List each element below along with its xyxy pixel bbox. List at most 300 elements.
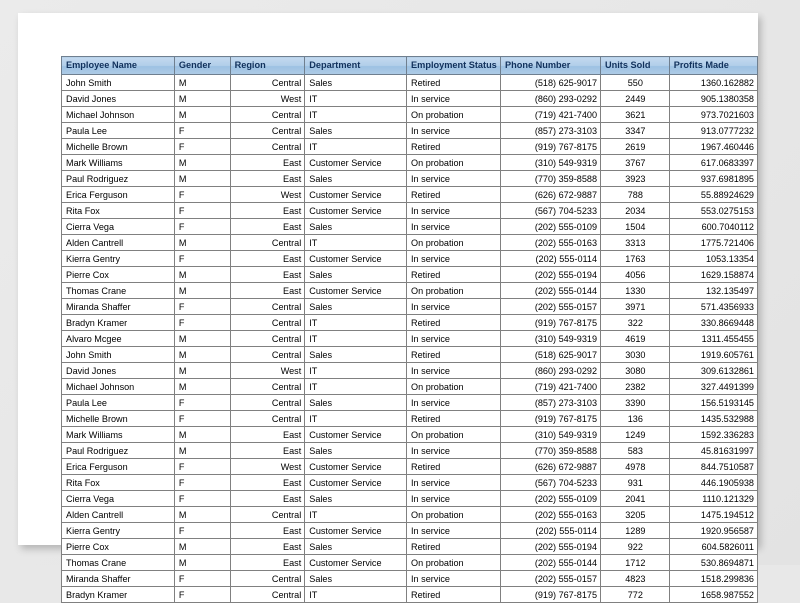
cell-gender[interactable]: M bbox=[174, 539, 230, 555]
cell-profits_made[interactable]: 913.0777232 bbox=[669, 123, 757, 139]
table-row[interactable] bbox=[62, 315, 758, 331]
cell-employment_status[interactable]: On probation bbox=[407, 107, 501, 123]
cell-gender[interactable]: M bbox=[174, 75, 230, 91]
cell-region[interactable]: East bbox=[230, 443, 305, 459]
cell-profits_made[interactable]: 973.7021603 bbox=[669, 107, 757, 123]
cell-gender[interactable]: F bbox=[174, 315, 230, 331]
cell-department[interactable]: Sales bbox=[305, 123, 407, 139]
cell-region[interactable]: Central bbox=[230, 379, 305, 395]
cell-employee_name[interactable]: Rita Fox bbox=[62, 475, 175, 491]
cell-employment_status[interactable]: On probation bbox=[407, 427, 501, 443]
cell-employment_status[interactable]: In service bbox=[407, 91, 501, 107]
cell-gender[interactable]: M bbox=[174, 379, 230, 395]
cell-gender[interactable]: M bbox=[174, 267, 230, 283]
cell-employment_status[interactable]: In service bbox=[407, 219, 501, 235]
cell-employee_name[interactable]: Paul Rodriguez bbox=[62, 443, 175, 459]
cell-department[interactable]: IT bbox=[305, 507, 407, 523]
table-row[interactable] bbox=[62, 491, 758, 507]
cell-profits_made[interactable]: 1920.956587 bbox=[669, 523, 757, 539]
cell-phone_number[interactable]: (202) 555-0114 bbox=[501, 523, 601, 539]
column-header-units_sold[interactable]: Units Sold bbox=[601, 57, 670, 75]
cell-region[interactable]: East bbox=[230, 155, 305, 171]
cell-gender[interactable]: F bbox=[174, 251, 230, 267]
cell-region[interactable]: West bbox=[230, 91, 305, 107]
cell-region[interactable]: Central bbox=[230, 107, 305, 123]
cell-employment_status[interactable]: On probation bbox=[407, 507, 501, 523]
cell-employment_status[interactable]: In service bbox=[407, 523, 501, 539]
cell-profits_made[interactable]: 1775.721406 bbox=[669, 235, 757, 251]
cell-phone_number[interactable]: (770) 359-8588 bbox=[501, 171, 601, 187]
table-row[interactable] bbox=[62, 475, 758, 491]
cell-department[interactable]: IT bbox=[305, 587, 407, 603]
cell-employee_name[interactable]: Thomas Crane bbox=[62, 283, 175, 299]
cell-units_sold[interactable]: 3205 bbox=[601, 507, 670, 523]
cell-gender[interactable]: M bbox=[174, 283, 230, 299]
cell-units_sold[interactable]: 583 bbox=[601, 443, 670, 459]
cell-department[interactable]: Customer Service bbox=[305, 475, 407, 491]
cell-employment_status[interactable]: In service bbox=[407, 475, 501, 491]
cell-phone_number[interactable]: (719) 421-7400 bbox=[501, 107, 601, 123]
cell-gender[interactable]: M bbox=[174, 443, 230, 459]
cell-employee_name[interactable]: Erica Ferguson bbox=[62, 459, 175, 475]
cell-phone_number[interactable]: (202) 555-0144 bbox=[501, 555, 601, 571]
cell-region[interactable]: Central bbox=[230, 139, 305, 155]
column-header-gender[interactable]: Gender bbox=[174, 57, 230, 75]
cell-profits_made[interactable]: 604.5826011 bbox=[669, 539, 757, 555]
cell-department[interactable]: IT bbox=[305, 107, 407, 123]
cell-profits_made[interactable]: 45.81631997 bbox=[669, 443, 757, 459]
cell-department[interactable]: Sales bbox=[305, 443, 407, 459]
cell-region[interactable]: East bbox=[230, 251, 305, 267]
table-row[interactable] bbox=[62, 395, 758, 411]
cell-region[interactable]: East bbox=[230, 219, 305, 235]
cell-gender[interactable]: M bbox=[174, 507, 230, 523]
cell-department[interactable]: Customer Service bbox=[305, 283, 407, 299]
table-row[interactable] bbox=[62, 107, 758, 123]
cell-region[interactable]: East bbox=[230, 491, 305, 507]
cell-department[interactable]: IT bbox=[305, 91, 407, 107]
cell-units_sold[interactable]: 136 bbox=[601, 411, 670, 427]
cell-department[interactable]: IT bbox=[305, 331, 407, 347]
cell-department[interactable]: Sales bbox=[305, 491, 407, 507]
cell-region[interactable]: East bbox=[230, 475, 305, 491]
cell-gender[interactable]: F bbox=[174, 219, 230, 235]
cell-gender[interactable]: F bbox=[174, 299, 230, 315]
table-row[interactable] bbox=[62, 331, 758, 347]
cell-phone_number[interactable]: (919) 767-8175 bbox=[501, 315, 601, 331]
cell-employee_name[interactable]: Thomas Crane bbox=[62, 555, 175, 571]
cell-profits_made[interactable]: 844.7510587 bbox=[669, 459, 757, 475]
cell-phone_number[interactable]: (719) 421-7400 bbox=[501, 379, 601, 395]
cell-employment_status[interactable]: On probation bbox=[407, 155, 501, 171]
cell-region[interactable]: East bbox=[230, 427, 305, 443]
cell-employment_status[interactable]: On probation bbox=[407, 555, 501, 571]
cell-gender[interactable]: M bbox=[174, 235, 230, 251]
column-header-employee_name[interactable]: Employee Name bbox=[62, 57, 175, 75]
cell-employment_status[interactable]: Retired bbox=[407, 75, 501, 91]
table-row[interactable] bbox=[62, 427, 758, 443]
table-row[interactable] bbox=[62, 187, 758, 203]
cell-employment_status[interactable]: Retired bbox=[407, 587, 501, 603]
cell-units_sold[interactable]: 3390 bbox=[601, 395, 670, 411]
cell-phone_number[interactable]: (202) 555-0163 bbox=[501, 235, 601, 251]
cell-phone_number[interactable]: (310) 549-9319 bbox=[501, 155, 601, 171]
cell-phone_number[interactable]: (919) 767-8175 bbox=[501, 587, 601, 603]
cell-region[interactable]: Central bbox=[230, 507, 305, 523]
cell-department[interactable]: Sales bbox=[305, 171, 407, 187]
cell-units_sold[interactable]: 2041 bbox=[601, 491, 670, 507]
cell-employee_name[interactable]: Michelle Brown bbox=[62, 139, 175, 155]
table-row[interactable] bbox=[62, 411, 758, 427]
cell-profits_made[interactable]: 1967.460446 bbox=[669, 139, 757, 155]
table-row[interactable] bbox=[62, 283, 758, 299]
cell-department[interactable]: Customer Service bbox=[305, 427, 407, 443]
cell-units_sold[interactable]: 3923 bbox=[601, 171, 670, 187]
cell-region[interactable]: Central bbox=[230, 331, 305, 347]
cell-phone_number[interactable]: (310) 549-9319 bbox=[501, 331, 601, 347]
cell-profits_made[interactable]: 1053.13354 bbox=[669, 251, 757, 267]
cell-units_sold[interactable]: 772 bbox=[601, 587, 670, 603]
cell-gender[interactable]: M bbox=[174, 363, 230, 379]
cell-phone_number[interactable]: (310) 549-9319 bbox=[501, 427, 601, 443]
cell-employee_name[interactable]: Pierre Cox bbox=[62, 539, 175, 555]
cell-region[interactable]: Central bbox=[230, 123, 305, 139]
cell-employee_name[interactable]: Erica Ferguson bbox=[62, 187, 175, 203]
cell-phone_number[interactable]: (202) 555-0194 bbox=[501, 539, 601, 555]
table-row[interactable] bbox=[62, 219, 758, 235]
cell-gender[interactable]: F bbox=[174, 491, 230, 507]
cell-profits_made[interactable]: 530.8694871 bbox=[669, 555, 757, 571]
cell-units_sold[interactable]: 1330 bbox=[601, 283, 670, 299]
cell-gender[interactable]: F bbox=[174, 203, 230, 219]
cell-phone_number[interactable]: (857) 273-3103 bbox=[501, 123, 601, 139]
cell-employee_name[interactable]: Paula Lee bbox=[62, 395, 175, 411]
cell-employee_name[interactable]: Bradyn Kramer bbox=[62, 315, 175, 331]
cell-employee_name[interactable]: John Smith bbox=[62, 347, 175, 363]
cell-department[interactable]: Sales bbox=[305, 267, 407, 283]
cell-employee_name[interactable]: Michael Johnson bbox=[62, 107, 175, 123]
cell-phone_number[interactable]: (518) 625-9017 bbox=[501, 75, 601, 91]
cell-gender[interactable]: F bbox=[174, 187, 230, 203]
cell-employee_name[interactable]: Michael Johnson bbox=[62, 379, 175, 395]
table-row[interactable] bbox=[62, 155, 758, 171]
cell-department[interactable]: Sales bbox=[305, 75, 407, 91]
cell-department[interactable]: IT bbox=[305, 379, 407, 395]
table-row[interactable] bbox=[62, 459, 758, 475]
cell-profits_made[interactable]: 553.0275153 bbox=[669, 203, 757, 219]
cell-region[interactable]: Central bbox=[230, 347, 305, 363]
cell-department[interactable]: Customer Service bbox=[305, 459, 407, 475]
cell-gender[interactable]: F bbox=[174, 475, 230, 491]
cell-units_sold[interactable]: 3080 bbox=[601, 363, 670, 379]
cell-units_sold[interactable]: 788 bbox=[601, 187, 670, 203]
cell-phone_number[interactable]: (919) 767-8175 bbox=[501, 139, 601, 155]
cell-units_sold[interactable]: 550 bbox=[601, 75, 670, 91]
table-row[interactable] bbox=[62, 75, 758, 91]
cell-employment_status[interactable]: In service bbox=[407, 299, 501, 315]
cell-department[interactable]: Sales bbox=[305, 539, 407, 555]
cell-employee_name[interactable]: Kierra Gentry bbox=[62, 523, 175, 539]
cell-profits_made[interactable]: 905.1380358 bbox=[669, 91, 757, 107]
cell-region[interactable]: East bbox=[230, 267, 305, 283]
cell-gender[interactable]: F bbox=[174, 523, 230, 539]
cell-employment_status[interactable]: Retired bbox=[407, 411, 501, 427]
cell-units_sold[interactable]: 2034 bbox=[601, 203, 670, 219]
cell-phone_number[interactable]: (202) 555-0157 bbox=[501, 571, 601, 587]
table-row[interactable] bbox=[62, 539, 758, 555]
cell-department[interactable]: Customer Service bbox=[305, 251, 407, 267]
cell-units_sold[interactable]: 1249 bbox=[601, 427, 670, 443]
cell-profits_made[interactable]: 1658.987552 bbox=[669, 587, 757, 603]
cell-gender[interactable]: F bbox=[174, 587, 230, 603]
cell-region[interactable]: East bbox=[230, 203, 305, 219]
cell-gender[interactable]: M bbox=[174, 171, 230, 187]
cell-employee_name[interactable]: Miranda Shaffer bbox=[62, 299, 175, 315]
cell-employment_status[interactable]: In service bbox=[407, 395, 501, 411]
cell-department[interactable]: Sales bbox=[305, 571, 407, 587]
cell-employment_status[interactable]: In service bbox=[407, 571, 501, 587]
cell-department[interactable]: IT bbox=[305, 363, 407, 379]
table-row[interactable] bbox=[62, 123, 758, 139]
cell-employment_status[interactable]: In service bbox=[407, 491, 501, 507]
cell-department[interactable]: IT bbox=[305, 411, 407, 427]
cell-phone_number[interactable]: (626) 672-9887 bbox=[501, 187, 601, 203]
cell-units_sold[interactable]: 3767 bbox=[601, 155, 670, 171]
cell-employment_status[interactable]: In service bbox=[407, 443, 501, 459]
cell-gender[interactable]: M bbox=[174, 331, 230, 347]
table-row[interactable] bbox=[62, 571, 758, 587]
cell-region[interactable]: Central bbox=[230, 299, 305, 315]
table-row[interactable] bbox=[62, 91, 758, 107]
cell-phone_number[interactable]: (202) 555-0109 bbox=[501, 219, 601, 235]
cell-phone_number[interactable]: (202) 555-0109 bbox=[501, 491, 601, 507]
cell-units_sold[interactable]: 4619 bbox=[601, 331, 670, 347]
cell-phone_number[interactable]: (770) 359-8588 bbox=[501, 443, 601, 459]
table-row[interactable] bbox=[62, 555, 758, 571]
cell-units_sold[interactable]: 3313 bbox=[601, 235, 670, 251]
cell-region[interactable]: East bbox=[230, 539, 305, 555]
cell-profits_made[interactable]: 1360.162882 bbox=[669, 75, 757, 91]
table-row[interactable] bbox=[62, 139, 758, 155]
cell-employee_name[interactable]: David Jones bbox=[62, 91, 175, 107]
table-row[interactable] bbox=[62, 203, 758, 219]
cell-gender[interactable]: F bbox=[174, 459, 230, 475]
cell-department[interactable]: IT bbox=[305, 139, 407, 155]
cell-employment_status[interactable]: In service bbox=[407, 331, 501, 347]
cell-profits_made[interactable]: 1919.605761 bbox=[669, 347, 757, 363]
cell-employment_status[interactable]: On probation bbox=[407, 235, 501, 251]
cell-profits_made[interactable]: 446.1905938 bbox=[669, 475, 757, 491]
cell-units_sold[interactable]: 2449 bbox=[601, 91, 670, 107]
cell-region[interactable]: East bbox=[230, 171, 305, 187]
cell-gender[interactable]: F bbox=[174, 123, 230, 139]
cell-gender[interactable]: F bbox=[174, 571, 230, 587]
cell-profits_made[interactable]: 330.8669448 bbox=[669, 315, 757, 331]
cell-region[interactable]: West bbox=[230, 187, 305, 203]
cell-profits_made[interactable]: 132.135497 bbox=[669, 283, 757, 299]
cell-employee_name[interactable]: Paul Rodriguez bbox=[62, 171, 175, 187]
cell-units_sold[interactable]: 922 bbox=[601, 539, 670, 555]
table-row[interactable] bbox=[62, 507, 758, 523]
cell-phone_number[interactable]: (202) 555-0114 bbox=[501, 251, 601, 267]
cell-employee_name[interactable]: Pierre Cox bbox=[62, 267, 175, 283]
cell-units_sold[interactable]: 4978 bbox=[601, 459, 670, 475]
cell-department[interactable]: Customer Service bbox=[305, 555, 407, 571]
cell-employee_name[interactable]: John Smith bbox=[62, 75, 175, 91]
cell-employee_name[interactable]: Cierra Vega bbox=[62, 491, 175, 507]
cell-phone_number[interactable]: (567) 704-5233 bbox=[501, 203, 601, 219]
column-header-employment_status[interactable]: Employment Status bbox=[407, 57, 501, 75]
cell-profits_made[interactable]: 1518.299836 bbox=[669, 571, 757, 587]
table-row[interactable] bbox=[62, 523, 758, 539]
cell-employee_name[interactable]: Alden Cantrell bbox=[62, 507, 175, 523]
cell-phone_number[interactable]: (202) 555-0157 bbox=[501, 299, 601, 315]
cell-gender[interactable]: M bbox=[174, 347, 230, 363]
cell-employee_name[interactable]: Bradyn Kramer bbox=[62, 587, 175, 603]
cell-units_sold[interactable]: 3621 bbox=[601, 107, 670, 123]
cell-profits_made[interactable]: 327.4491399 bbox=[669, 379, 757, 395]
cell-employee_name[interactable]: Kierra Gentry bbox=[62, 251, 175, 267]
cell-gender[interactable]: M bbox=[174, 555, 230, 571]
cell-employment_status[interactable]: On probation bbox=[407, 379, 501, 395]
cell-employee_name[interactable]: Mark Williams bbox=[62, 155, 175, 171]
table-row[interactable] bbox=[62, 251, 758, 267]
cell-gender[interactable]: M bbox=[174, 155, 230, 171]
column-header-profits_made[interactable]: Profits Made bbox=[669, 57, 757, 75]
cell-employee_name[interactable]: Cierra Vega bbox=[62, 219, 175, 235]
cell-department[interactable]: Sales bbox=[305, 395, 407, 411]
cell-employment_status[interactable]: In service bbox=[407, 171, 501, 187]
cell-region[interactable]: Central bbox=[230, 571, 305, 587]
cell-gender[interactable]: F bbox=[174, 411, 230, 427]
cell-employee_name[interactable]: Alden Cantrell bbox=[62, 235, 175, 251]
cell-department[interactable]: IT bbox=[305, 235, 407, 251]
cell-phone_number[interactable]: (202) 555-0163 bbox=[501, 507, 601, 523]
table-row[interactable] bbox=[62, 267, 758, 283]
cell-region[interactable]: Central bbox=[230, 411, 305, 427]
cell-department[interactable]: Customer Service bbox=[305, 187, 407, 203]
cell-phone_number[interactable]: (202) 555-0194 bbox=[501, 267, 601, 283]
table-row[interactable] bbox=[62, 363, 758, 379]
cell-employee_name[interactable]: Rita Fox bbox=[62, 203, 175, 219]
column-header-department[interactable]: Department bbox=[305, 57, 407, 75]
cell-phone_number[interactable]: (202) 555-0144 bbox=[501, 283, 601, 299]
column-header-phone_number[interactable]: Phone Number bbox=[501, 57, 601, 75]
cell-region[interactable]: Central bbox=[230, 587, 305, 603]
table-row[interactable] bbox=[62, 587, 758, 603]
cell-employee_name[interactable]: Miranda Shaffer bbox=[62, 571, 175, 587]
cell-units_sold[interactable]: 1289 bbox=[601, 523, 670, 539]
cell-employment_status[interactable]: In service bbox=[407, 251, 501, 267]
table-row[interactable] bbox=[62, 171, 758, 187]
cell-region[interactable]: West bbox=[230, 459, 305, 475]
cell-department[interactable]: Customer Service bbox=[305, 523, 407, 539]
cell-department[interactable]: IT bbox=[305, 315, 407, 331]
cell-phone_number[interactable]: (860) 293-0292 bbox=[501, 91, 601, 107]
cell-gender[interactable]: F bbox=[174, 395, 230, 411]
cell-profits_made[interactable]: 55.88924629 bbox=[669, 187, 757, 203]
cell-phone_number[interactable]: (626) 672-9887 bbox=[501, 459, 601, 475]
cell-units_sold[interactable]: 1712 bbox=[601, 555, 670, 571]
cell-employee_name[interactable]: Paula Lee bbox=[62, 123, 175, 139]
cell-profits_made[interactable]: 600.7040112 bbox=[669, 219, 757, 235]
cell-employee_name[interactable]: Michelle Brown bbox=[62, 411, 175, 427]
cell-employment_status[interactable]: On probation bbox=[407, 283, 501, 299]
cell-employment_status[interactable]: Retired bbox=[407, 459, 501, 475]
cell-profits_made[interactable]: 937.6981895 bbox=[669, 171, 757, 187]
cell-units_sold[interactable]: 3971 bbox=[601, 299, 670, 315]
cell-profits_made[interactable]: 617.0683397 bbox=[669, 155, 757, 171]
cell-employment_status[interactable]: In service bbox=[407, 203, 501, 219]
cell-profits_made[interactable]: 1475.194512 bbox=[669, 507, 757, 523]
cell-profits_made[interactable]: 1592.336283 bbox=[669, 427, 757, 443]
cell-profits_made[interactable]: 309.6132861 bbox=[669, 363, 757, 379]
cell-employment_status[interactable]: Retired bbox=[407, 139, 501, 155]
cell-employment_status[interactable]: Retired bbox=[407, 267, 501, 283]
cell-region[interactable]: Central bbox=[230, 235, 305, 251]
cell-phone_number[interactable]: (860) 293-0292 bbox=[501, 363, 601, 379]
cell-region[interactable]: West bbox=[230, 363, 305, 379]
cell-region[interactable]: East bbox=[230, 555, 305, 571]
cell-region[interactable]: Central bbox=[230, 395, 305, 411]
cell-phone_number[interactable]: (919) 767-8175 bbox=[501, 411, 601, 427]
cell-region[interactable]: Central bbox=[230, 75, 305, 91]
cell-phone_number[interactable]: (567) 704-5233 bbox=[501, 475, 601, 491]
cell-employment_status[interactable]: Retired bbox=[407, 347, 501, 363]
cell-profits_made[interactable]: 1629.158874 bbox=[669, 267, 757, 283]
cell-units_sold[interactable]: 3030 bbox=[601, 347, 670, 363]
cell-region[interactable]: East bbox=[230, 283, 305, 299]
table-row[interactable] bbox=[62, 347, 758, 363]
cell-units_sold[interactable]: 2619 bbox=[601, 139, 670, 155]
table-row[interactable] bbox=[62, 235, 758, 251]
cell-region[interactable]: East bbox=[230, 523, 305, 539]
cell-employee_name[interactable]: Mark Williams bbox=[62, 427, 175, 443]
cell-gender[interactable]: M bbox=[174, 91, 230, 107]
cell-employment_status[interactable]: Retired bbox=[407, 539, 501, 555]
cell-profits_made[interactable]: 571.4356933 bbox=[669, 299, 757, 315]
cell-employment_status[interactable]: Retired bbox=[407, 315, 501, 331]
cell-department[interactable]: Customer Service bbox=[305, 203, 407, 219]
cell-units_sold[interactable]: 4823 bbox=[601, 571, 670, 587]
cell-gender[interactable]: F bbox=[174, 139, 230, 155]
cell-units_sold[interactable]: 2382 bbox=[601, 379, 670, 395]
cell-employment_status[interactable]: In service bbox=[407, 363, 501, 379]
column-header-region[interactable]: Region bbox=[230, 57, 305, 75]
cell-department[interactable]: Sales bbox=[305, 219, 407, 235]
cell-gender[interactable]: M bbox=[174, 427, 230, 443]
cell-profits_made[interactable]: 1435.532988 bbox=[669, 411, 757, 427]
cell-units_sold[interactable]: 4056 bbox=[601, 267, 670, 283]
cell-gender[interactable]: M bbox=[174, 107, 230, 123]
cell-profits_made[interactable]: 156.5193145 bbox=[669, 395, 757, 411]
table-row[interactable] bbox=[62, 443, 758, 459]
cell-units_sold[interactable]: 3347 bbox=[601, 123, 670, 139]
table-row[interactable] bbox=[62, 299, 758, 315]
cell-department[interactable]: Sales bbox=[305, 347, 407, 363]
cell-profits_made[interactable]: 1110.121329 bbox=[669, 491, 757, 507]
cell-department[interactable]: Sales bbox=[305, 299, 407, 315]
cell-phone_number[interactable]: (857) 273-3103 bbox=[501, 395, 601, 411]
cell-units_sold[interactable]: 322 bbox=[601, 315, 670, 331]
cell-units_sold[interactable]: 931 bbox=[601, 475, 670, 491]
cell-units_sold[interactable]: 1763 bbox=[601, 251, 670, 267]
cell-region[interactable]: Central bbox=[230, 315, 305, 331]
cell-units_sold[interactable]: 1504 bbox=[601, 219, 670, 235]
cell-employee_name[interactable]: Alvaro Mcgee bbox=[62, 331, 175, 347]
cell-employee_name[interactable]: David Jones bbox=[62, 363, 175, 379]
table-row[interactable] bbox=[62, 379, 758, 395]
